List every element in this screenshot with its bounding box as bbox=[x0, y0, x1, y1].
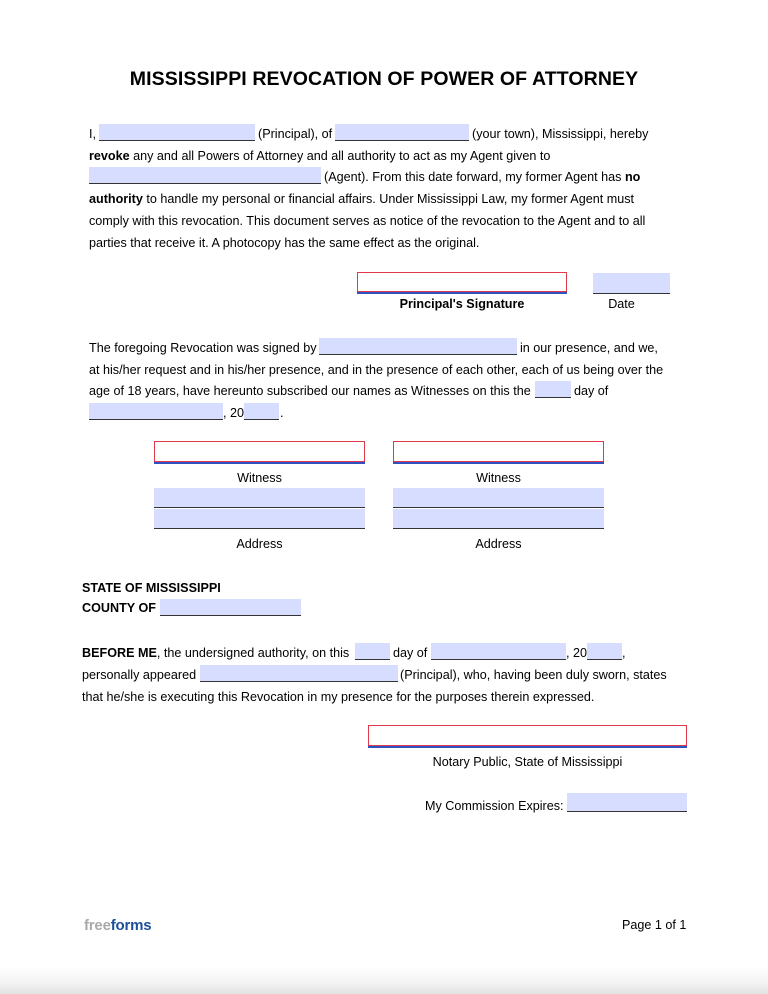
witness-2-address-label: Address bbox=[475, 537, 522, 551]
witness-month-field[interactable] bbox=[89, 403, 223, 420]
date-label: Date bbox=[608, 297, 635, 311]
revocation-line-1-prefix: I, bbox=[89, 127, 96, 141]
document-title: MISSISSIPPI REVOCATION OF POWER OF ATTORNEY bbox=[129, 68, 639, 90]
revocation-line-6: parties that receive it. A photocopy has the same effect as the original. bbox=[89, 236, 480, 250]
witness-line-1-suffix: in our presence, and we, bbox=[520, 341, 658, 355]
revocation-line-4 bbox=[89, 192, 634, 207]
revocation-line-2 bbox=[89, 149, 550, 164]
witness-2-address-line-1[interactable] bbox=[393, 488, 604, 508]
witness-1-signature-field[interactable] bbox=[154, 441, 365, 462]
state-heading: STATE OF MISSISSIPPI bbox=[82, 581, 221, 595]
witness-day-field[interactable] bbox=[535, 381, 571, 398]
witness-1-label: Witness bbox=[237, 471, 282, 485]
witness-1-address-line-1[interactable] bbox=[154, 488, 365, 508]
principal-signature-label: Principal's Signature bbox=[399, 297, 525, 311]
principal-signature-field[interactable] bbox=[357, 272, 567, 292]
notary-year-prefix: , 20 bbox=[566, 646, 588, 660]
notary-year-suffix: , bbox=[622, 646, 626, 660]
page-number: Page 1 of 1 bbox=[622, 918, 687, 932]
notary-day-of-text: day of bbox=[393, 646, 428, 660]
commission-expires-field[interactable] bbox=[567, 793, 687, 812]
county-label: COUNTY OF bbox=[82, 601, 156, 615]
notary-day-field[interactable] bbox=[355, 643, 390, 660]
witness-year-prefix: , 20 bbox=[223, 406, 245, 420]
commission-label: My Commission Expires: bbox=[425, 799, 564, 813]
witness-line-3-suffix: day of bbox=[574, 384, 609, 398]
revocation-line-5: comply with this revocation. This document serves as notice of the revocation to the Agent and to all bbox=[89, 214, 646, 228]
revocation-line-3 bbox=[324, 170, 640, 185]
revoke-bold-text: revoke bbox=[89, 149, 130, 163]
notary-line-2-suffix: (Principal), who, having been duly sworn, states bbox=[400, 668, 667, 682]
witness-year-field[interactable] bbox=[244, 403, 279, 420]
agent-name-field[interactable] bbox=[89, 167, 321, 184]
before-me-bold-text: BEFORE ME bbox=[82, 646, 157, 660]
notary-line-1-text: , the undersigned authority, on this bbox=[156, 646, 350, 660]
page-bottom-shadow bbox=[0, 966, 768, 994]
notary-signature-label: Notary Public, State of Mississippi bbox=[432, 755, 623, 769]
witness-2-label: Witness bbox=[476, 471, 521, 485]
notary-month-field[interactable] bbox=[431, 643, 566, 660]
principal-name-field[interactable] bbox=[99, 124, 255, 141]
freeforms-logo bbox=[84, 917, 151, 934]
logo-free-text: free bbox=[84, 917, 111, 934]
county-field[interactable] bbox=[160, 599, 301, 616]
town-field[interactable] bbox=[335, 124, 469, 141]
revocation-line-1-mid: (Principal), of bbox=[258, 127, 333, 141]
notary-line-2-prefix: personally appeared bbox=[82, 668, 197, 682]
notary-principal-name-field[interactable] bbox=[200, 665, 398, 682]
authority-bold-text: authority bbox=[89, 192, 143, 206]
witness-2-signature-field[interactable] bbox=[393, 441, 604, 462]
witness-1-address-line-2[interactable] bbox=[154, 509, 365, 529]
principal-date-field[interactable] bbox=[593, 273, 670, 294]
revocation-line-3-text: (Agent). From this date forward, my former Agent has bbox=[324, 170, 625, 184]
revocation-line-1-suffix: (your town), Mississippi, hereby bbox=[472, 127, 649, 141]
signed-by-field[interactable] bbox=[319, 338, 517, 355]
witness-line-1-prefix: The foregoing Revocation was signed by bbox=[89, 341, 317, 355]
witness-year-suffix: . bbox=[280, 406, 284, 420]
revocation-line-4-text: to handle my personal or financial affairs. Under Mississippi Law, my former Agent must bbox=[142, 192, 635, 206]
notary-line-1-prefix bbox=[82, 646, 349, 661]
witness-line-2: at his/her request and in his/her presence, and in the presence of each other, each of us being over the bbox=[89, 363, 664, 377]
notary-line-3: that he/she is executing this Revocation in my presence for the purposes therein expressed. bbox=[82, 690, 595, 704]
witness-1-address-label: Address bbox=[236, 537, 283, 551]
revocation-line-2-text: any and all Powers of Attorney and all authority to act as my Agent given to bbox=[129, 149, 551, 163]
witness-line-3-prefix: age of 18 years, have hereunto subscribed our names as Witnesses on this the bbox=[89, 384, 531, 398]
notary-year-field[interactable] bbox=[587, 643, 622, 660]
witness-2-address-line-2[interactable] bbox=[393, 509, 604, 529]
no-bold-text: no bbox=[624, 170, 641, 184]
logo-forms-text: forms bbox=[110, 917, 152, 934]
notary-signature-field[interactable] bbox=[368, 725, 687, 746]
